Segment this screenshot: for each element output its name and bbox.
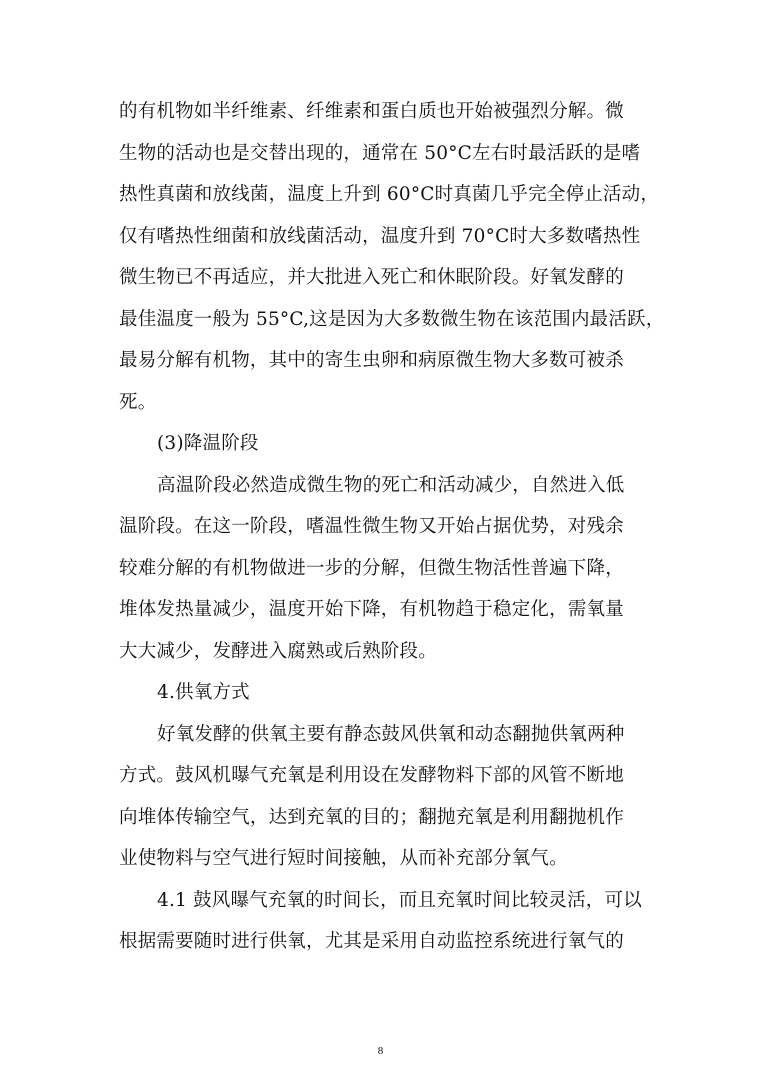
text-line: 温阶段。在这一阶段，嗜温性微生物又开始占据优势，对残余 — [119, 516, 624, 537]
text-line: 死。 — [119, 392, 157, 413]
text-line: 生物的活动也是交替出现的，通常在 50°C左右时最活跃的是嗜 — [119, 143, 641, 164]
text-line: 业使物料与空气进行短时间接触，从而补充部分氧气。 — [119, 848, 568, 869]
section-heading: 4.供氧方式 — [157, 682, 250, 703]
text-line: 4.1 鼓风曝气充氧的时间长，而且充氧时间比较灵活，可以 — [157, 890, 642, 911]
section-heading: (3)降温阶段 — [157, 433, 259, 454]
text-line: 最佳温度一般为 55°C,这是因为大多数微生物在该范围内最活跃， — [119, 309, 665, 330]
page-number: 8 — [377, 1045, 384, 1057]
text-line: 较难分解的有机物做进一步的分解，但微生物活性普遍下降， — [119, 558, 624, 579]
text-line: 的有机物如半纤维素、纤维素和蛋白质也开始被强烈分解。微 — [119, 101, 624, 122]
text-line: 热性真菌和放线菌，温度上升到 60°C时真菌几乎完全停止活动， — [119, 184, 660, 205]
text-line: 大大减少，发酵进入腐熟或后熟阶段。 — [119, 641, 437, 662]
text-line: 微生物已不再适应，并大批进入死亡和休眠阶段。好氧发酵的 — [119, 267, 624, 288]
text-line: 仅有嗜热性细菌和放线菌活动，温度升到 70°C时大多数嗜热性 — [119, 226, 641, 247]
text-line: 堆体发热量减少，温度开始下降，有机物趋于稳定化，需氧量 — [119, 599, 624, 620]
text-line: 最易分解有机物，其中的寄生虫卵和病原微生物大多数可被杀 — [119, 350, 624, 371]
text-line: 根据需要随时进行供氧，尤其是采用自动监控系统进行氧气的 — [119, 931, 624, 952]
text-line: 好氧发酵的供氧主要有静态鼓风供氧和动态翻抛供氧两种 — [157, 724, 625, 745]
text-line: 方式。鼓风机曝气充氧是利用设在发酵物料下部的风管不断地 — [119, 765, 624, 786]
text-line: 向堆体传输空气，达到充氧的目的；翻抛充氧是利用翻抛机作 — [119, 807, 624, 828]
text-line: 高温阶段必然造成微生物的死亡和活动减少，自然进入低 — [157, 475, 625, 496]
